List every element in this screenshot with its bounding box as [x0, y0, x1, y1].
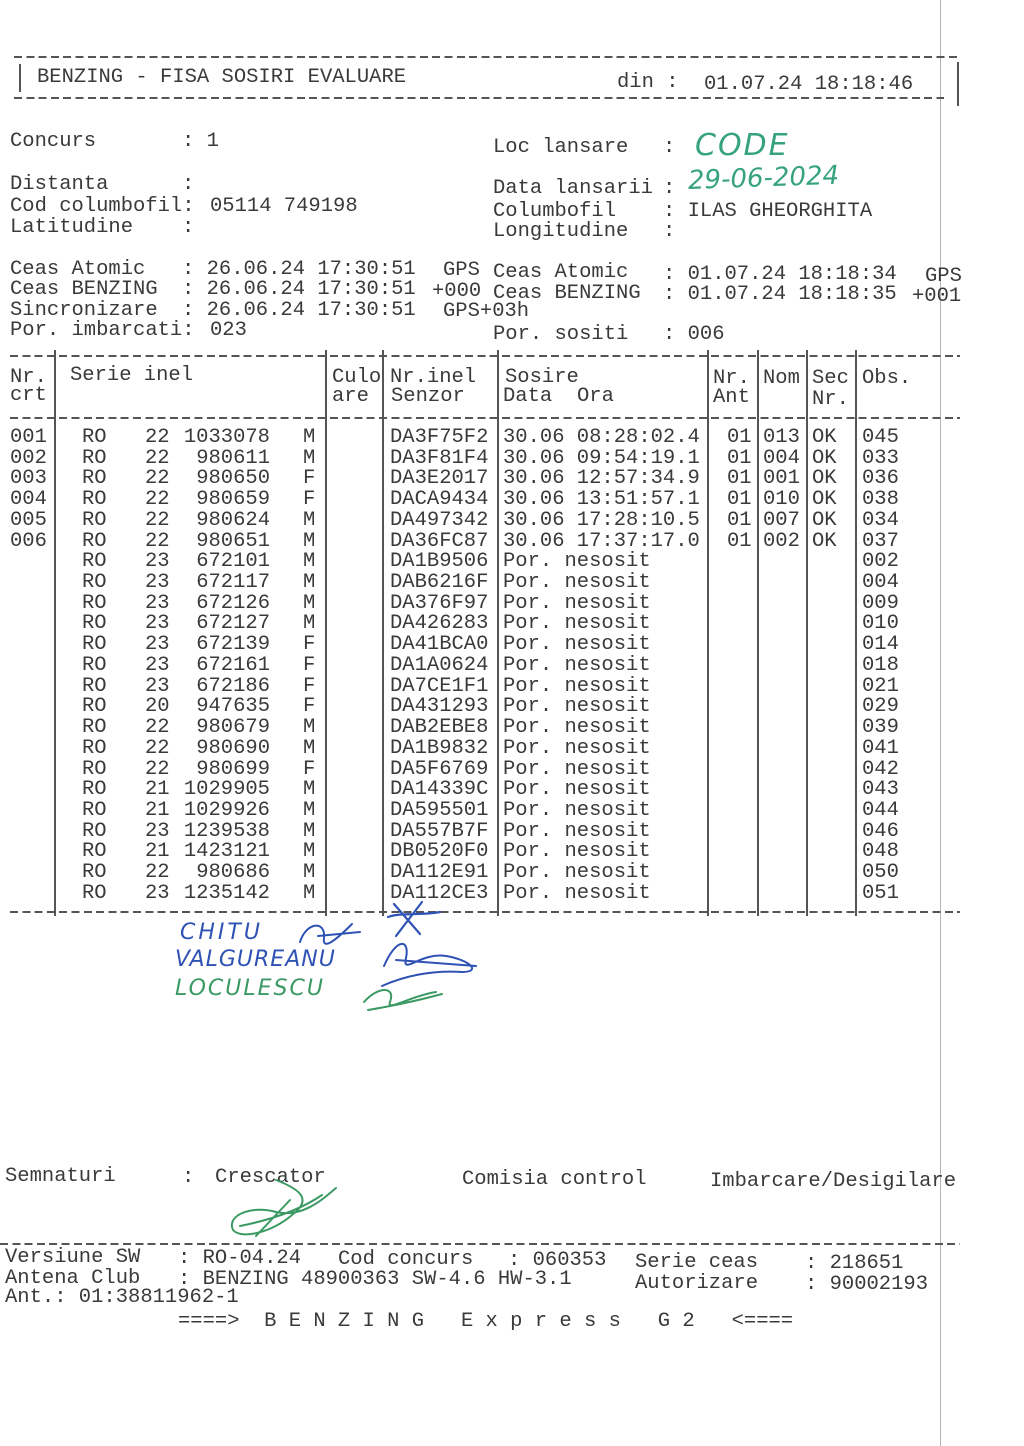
cell-ring-number: 672127: [196, 612, 270, 636]
cell-obs: 051: [862, 881, 899, 905]
cell-year: 22: [145, 861, 170, 885]
header-nr-crt-line2: crt: [10, 384, 47, 407]
versiune-sw-label: Versiune SW: [5, 1246, 141, 1269]
cell-sex: M: [303, 508, 316, 532]
cell-obs: 045: [862, 426, 899, 449]
document-title: BENZING - FISA SOSIRI EVALUARE: [37, 66, 407, 89]
cell-sex: M: [303, 571, 316, 595]
table-row: [0, 736, 1024, 760]
cell-sensor-ring: DACA9434: [390, 488, 489, 512]
header-senzor-line1: Nr.inel: [390, 366, 477, 389]
cell-country: RO: [82, 881, 107, 905]
cell-ring-number: 980650: [196, 467, 270, 491]
cell-obs: 033: [862, 446, 899, 470]
cell-arrival: 30.06 17:37:17.0: [503, 529, 700, 553]
cell-year: 21: [145, 778, 170, 802]
cell-year: 22: [145, 716, 170, 740]
cell-sex: F: [303, 757, 316, 781]
cell-arrival: Por. nesosit: [503, 591, 651, 615]
cell-obs: 043: [862, 778, 899, 802]
imbarcati-label: Por. imbarcati:: [10, 319, 195, 342]
cell-country: RO: [82, 653, 107, 677]
cell-obs: 029: [862, 695, 899, 719]
cell-arrival: Por. nesosit: [503, 633, 651, 657]
cell-ring-number: 672126: [196, 591, 270, 615]
data-lansarii-handwritten: 29-06-2024: [687, 160, 840, 196]
table-row: [0, 529, 1024, 553]
cell-arrival: Por. nesosit: [503, 653, 651, 677]
cell-year: 23: [145, 674, 170, 698]
cell-security: OK: [812, 467, 837, 491]
cell-sensor-ring: DA3F81F4: [390, 446, 489, 470]
cell-year: 22: [145, 426, 170, 449]
cell-sex: M: [303, 819, 316, 843]
cell-year: 22: [145, 446, 170, 470]
loc-lansare-sep: :: [663, 136, 676, 159]
cell-arrival: Por. nesosit: [503, 716, 651, 740]
table-row: [0, 591, 1024, 615]
header-sec-line1: Sec: [812, 367, 849, 390]
cell-ring-number: 1033078: [183, 426, 270, 449]
cell-year: 21: [145, 840, 170, 864]
cell-arrival: Por. nesosit: [503, 674, 651, 698]
table-row: [0, 469, 1024, 489]
cell-obs: 010: [862, 612, 899, 636]
table-row: [0, 780, 1024, 800]
cell-sex: M: [303, 798, 316, 822]
cell-ring-number: 672161: [196, 653, 270, 677]
antena-club-label: Antena Club: [5, 1267, 141, 1290]
cell-country: RO: [82, 467, 107, 491]
cell-country: RO: [82, 446, 107, 470]
cell-sex: F: [303, 674, 316, 698]
cell-ring-number: 672139: [196, 633, 270, 657]
header-nr-ant-line2: Ant: [713, 386, 750, 409]
cell-sensor-ring: DA41BCA0: [390, 633, 489, 657]
longitudine-label: Longitudine: [493, 220, 629, 243]
cell-sensor-ring: DA557B7F: [390, 819, 489, 843]
cell-obs: 044: [862, 798, 899, 822]
latitudine-value: :: [182, 216, 195, 239]
cell-nominated: 002: [763, 529, 800, 553]
antena-id: Ant.: 01:38811962-1: [5, 1286, 239, 1309]
sositi-label: Por. sositi: [493, 323, 629, 346]
semnaturi-label: Semnaturi: [5, 1165, 116, 1188]
imbarcare-label: Imbarcare/Desigilare: [710, 1170, 957, 1193]
cell-arrival: Por. nesosit: [503, 819, 651, 843]
cell-sex: F: [303, 653, 316, 677]
cell-country: RO: [82, 861, 107, 885]
header-data: Data: [503, 385, 553, 408]
table-row: [0, 614, 1024, 634]
table-row: [0, 635, 1024, 655]
cell-sex: M: [303, 591, 316, 615]
cod-columbofil-label: Cod columbofil:: [10, 195, 195, 218]
table-top-border: [10, 355, 960, 357]
cell-sex: F: [303, 695, 316, 719]
cell-antenna: 01: [727, 529, 752, 553]
serie-ceas-label: Serie ceas: [635, 1251, 759, 1274]
versiune-sw-value: : RO-04.24: [178, 1247, 302, 1270]
handwritten-name: LOCULESCU: [175, 976, 325, 1001]
benzing-express-banner: ====> B E N Z I N G E x p r e s s G 2 <====: [178, 1310, 794, 1333]
header-obs: Obs.: [862, 367, 912, 390]
cell-sex: M: [303, 861, 316, 885]
signature-scribble: [364, 990, 442, 1010]
cell-arrival: Por. nesosit: [503, 798, 651, 822]
cell-obs: 034: [862, 508, 899, 532]
longitudine-value: :: [663, 220, 676, 243]
cell-country: RO: [82, 426, 107, 449]
distanta-label: Distanta: [10, 173, 109, 196]
cell-ring-number: 1029926: [183, 798, 270, 822]
cell-nr-crt: 005: [10, 508, 47, 532]
table-row: [0, 798, 1024, 822]
cell-country: RO: [82, 778, 107, 802]
footer-separator: [0, 1243, 960, 1245]
table-bottom-border: [10, 911, 960, 913]
cell-ring-number: 1423121: [183, 840, 270, 864]
cell-country: RO: [82, 571, 107, 595]
cell-sex: M: [303, 881, 316, 905]
cell-antenna: 01: [727, 467, 752, 491]
header-serie-inel: Serie inel: [70, 364, 194, 387]
data-lansarii-label: Data lansarii: [493, 177, 653, 200]
cell-year: 22: [145, 529, 170, 553]
cell-country: RO: [82, 716, 107, 740]
cell-country: RO: [82, 695, 107, 719]
columbofil-label: Columbofil: [493, 200, 617, 223]
signature-scribble: [300, 924, 360, 944]
header-sec-line2: Nr.: [812, 388, 849, 411]
cod-concurs-label: Cod concurs: [338, 1248, 474, 1271]
crescator-label: Crescator: [215, 1166, 326, 1189]
header-culoare-line1: Culo: [332, 366, 382, 389]
cell-country: RO: [82, 591, 107, 615]
concurs-label: Concurs: [10, 130, 97, 153]
table-row: [0, 842, 1024, 862]
cell-ring-number: 1235142: [183, 881, 270, 905]
cell-arrival: Por. nesosit: [503, 778, 651, 802]
cell-security: OK: [812, 508, 837, 532]
cell-antenna: 01: [727, 426, 752, 449]
cell-antenna: 01: [727, 446, 752, 470]
cell-year: 20: [145, 695, 170, 719]
cell-country: RO: [82, 798, 107, 822]
header-culoare-line2: are: [332, 385, 369, 408]
header-senzor-line2: Senzor: [391, 385, 465, 408]
cell-sensor-ring: DA431293: [390, 695, 489, 719]
table-row: [0, 718, 1024, 738]
cell-nr-crt: 002: [10, 446, 47, 470]
header-nom: Nom: [763, 367, 800, 390]
data-lansarii-sep: :: [663, 177, 676, 200]
cell-nominated: 010: [763, 488, 800, 512]
cell-year: 23: [145, 653, 170, 677]
cell-year: 22: [145, 467, 170, 491]
cell-sex: M: [303, 446, 316, 470]
cell-sensor-ring: DA112CE3: [390, 881, 489, 905]
cell-ring-number: 980686: [196, 861, 270, 885]
signature-scribble: [382, 944, 476, 986]
cell-ring-number: 947635: [196, 695, 270, 719]
cell-country: RO: [82, 612, 107, 636]
table-row: [0, 446, 1024, 470]
cell-sensor-ring: DA7CE1F1: [390, 674, 489, 698]
sincronizare-suffix: GPS+03h: [443, 300, 530, 323]
cell-sensor-ring: DA1B9506: [390, 550, 489, 574]
semnaturi-sep: :: [182, 1166, 195, 1189]
sincronizare-label: Sincronizare: [10, 299, 158, 322]
cell-sensor-ring: DAB2EBE8: [390, 716, 489, 740]
table-row: [0, 573, 1024, 593]
header-top-border: [14, 56, 959, 58]
cell-security: OK: [812, 529, 837, 553]
cell-sensor-ring: DA376F97: [390, 591, 489, 615]
cell-ring-number: 980679: [196, 716, 270, 740]
cell-sex: F: [303, 488, 316, 512]
end-benzing-value: : 01.07.24 18:18:35: [663, 283, 897, 306]
cell-obs: 018: [862, 653, 899, 677]
cell-country: RO: [82, 840, 107, 864]
start-benzing-suffix: +000: [432, 280, 482, 303]
start-atomic-value: : 26.06.24 17:30:51: [182, 258, 416, 281]
cell-ring-number: 672117: [196, 571, 270, 595]
cell-antenna: 01: [727, 488, 752, 512]
end-atomic-label: Ceas Atomic: [493, 261, 629, 284]
table-row: [0, 881, 1024, 905]
cell-nr-crt: 001: [10, 426, 47, 449]
cell-obs: 009: [862, 591, 899, 615]
cell-sex: F: [303, 633, 316, 657]
cell-obs: 046: [862, 819, 899, 843]
cell-year: 23: [145, 633, 170, 657]
start-atomic-suffix: GPS: [443, 259, 480, 282]
cod-columbofil-value: 05114 749198: [210, 195, 358, 218]
cell-year: 22: [145, 736, 170, 760]
cell-arrival: Por. nesosit: [503, 840, 651, 864]
autorizare-value: : 90002193: [805, 1273, 929, 1296]
cell-sensor-ring: DA36FC87: [390, 529, 489, 553]
cell-country: RO: [82, 550, 107, 574]
cell-year: 23: [145, 612, 170, 636]
cell-arrival: Por. nesosit: [503, 695, 651, 719]
imbarcati-value: 023: [210, 319, 247, 342]
cell-sensor-ring: DAB6216F: [390, 571, 489, 595]
sositi-value: : 006: [663, 323, 725, 346]
columbofil-value: : ILAS GHEORGHITA: [663, 200, 873, 223]
cell-nr-crt: 004: [10, 488, 47, 512]
cell-obs: 050: [862, 861, 899, 885]
cell-arrival: 30.06 17:28:10.5: [503, 508, 700, 532]
table-row: [0, 552, 1024, 572]
cell-ring-number: 672186: [196, 674, 270, 698]
cell-sensor-ring: DA5F6769: [390, 757, 489, 781]
cell-obs: 036: [862, 467, 899, 491]
cell-year: 23: [145, 881, 170, 905]
cell-ring-number: 1029905: [183, 778, 270, 802]
concurs-value: : 1: [182, 130, 219, 153]
cell-sex: M: [303, 426, 316, 449]
cell-sex: F: [303, 467, 316, 491]
header-nr-ant-line1: Nr.: [713, 367, 750, 390]
cell-year: 21: [145, 798, 170, 822]
loc-lansare-handwritten: CODE: [695, 128, 790, 163]
cell-sex: M: [303, 778, 316, 802]
table-row: [0, 863, 1024, 883]
serie-ceas-value: : 218651: [805, 1252, 904, 1275]
header-sosire: Sosire: [505, 366, 579, 389]
cell-year: 23: [145, 571, 170, 595]
print-date-label: din :: [617, 71, 679, 94]
table-row: [0, 819, 1024, 843]
header-right-bar: [957, 62, 959, 106]
cell-antenna: 01: [727, 508, 752, 532]
cell-obs: 048: [862, 840, 899, 864]
cell-sensor-ring: DA3E2017: [390, 467, 489, 491]
cell-sensor-ring: DA3F75F2: [390, 426, 489, 449]
cell-obs: 021: [862, 674, 899, 698]
cell-year: 22: [145, 757, 170, 781]
table-row: [0, 490, 1024, 510]
header-ora: Ora: [577, 385, 614, 408]
cell-security: OK: [812, 426, 837, 449]
cell-sex: M: [303, 716, 316, 740]
print-date-value: 01.07.24 18:18:46: [704, 73, 914, 96]
cell-country: RO: [82, 674, 107, 698]
cell-sex: M: [303, 612, 316, 636]
cell-arrival: 30.06 08:28:02.4: [503, 426, 700, 449]
cell-sensor-ring: DA1B9832: [390, 736, 489, 760]
end-atomic-suffix: GPS: [925, 265, 962, 288]
cell-country: RO: [82, 508, 107, 532]
cell-country: RO: [82, 488, 107, 512]
cell-sensor-ring: DA497342: [390, 508, 489, 532]
cell-sex: M: [303, 840, 316, 864]
cell-nominated: 007: [763, 508, 800, 532]
table-row: [0, 697, 1024, 717]
cell-arrival: 30.06 09:54:19.1: [503, 446, 700, 470]
cell-sex: M: [303, 550, 316, 574]
header-nr-crt-line1: Nr.: [10, 366, 47, 389]
table-row: [0, 757, 1024, 781]
cell-arrival: 30.06 12:57:34.9: [503, 467, 700, 491]
cell-country: RO: [82, 736, 107, 760]
start-benzing-label: Ceas BENZING: [10, 278, 158, 301]
loc-lansare-label: Loc lansare: [493, 136, 629, 159]
cell-ring-number: 980651: [196, 529, 270, 553]
cell-sensor-ring: DA14339C: [390, 778, 489, 802]
cell-ring-number: 672101: [196, 550, 270, 574]
end-atomic-value: : 01.07.24 18:18:34: [663, 263, 897, 286]
cell-ring-number: 1239538: [183, 819, 270, 843]
cell-obs: 042: [862, 757, 899, 781]
end-benzing-suffix: +001: [912, 285, 962, 308]
cod-concurs-value: : 060353: [508, 1249, 607, 1272]
cell-security: OK: [812, 446, 837, 470]
cell-ring-number: 980659: [196, 488, 270, 512]
cell-ring-number: 980699: [196, 757, 270, 781]
header-left-bar: [19, 64, 21, 92]
sincronizare-value: : 26.06.24 17:30:51: [182, 299, 416, 322]
cell-obs: 004: [862, 571, 899, 595]
cell-year: 22: [145, 488, 170, 512]
cell-arrival: 30.06 13:51:57.1: [503, 488, 700, 512]
comisia-control-label: Comisia control: [462, 1168, 647, 1191]
cell-sensor-ring: DA595501: [390, 798, 489, 822]
cell-sensor-ring: DB0520F0: [390, 840, 489, 864]
cell-sensor-ring: DA112E91: [390, 861, 489, 885]
cell-nominated: 001: [763, 467, 800, 491]
distanta-value: :: [182, 173, 195, 196]
cell-sex: M: [303, 529, 316, 553]
cell-year: 23: [145, 591, 170, 615]
cell-obs: 037: [862, 529, 899, 553]
end-benzing-label: Ceas BENZING: [493, 282, 641, 305]
handwritten-name: VALGUREANU: [175, 947, 336, 972]
autorizare-label: Autorizare: [635, 1272, 759, 1295]
cell-ring-number: 980690: [196, 736, 270, 760]
header-bottom-border: [14, 97, 944, 99]
handwritten-name: CHITU: [180, 920, 263, 945]
cell-arrival: Por. nesosit: [503, 550, 651, 574]
table-row: [0, 508, 1024, 532]
cell-country: RO: [82, 633, 107, 657]
latitudine-label: Latitudine: [10, 216, 134, 239]
cell-country: RO: [82, 757, 107, 781]
cell-ring-number: 980611: [196, 446, 270, 470]
cell-obs: 002: [862, 550, 899, 574]
cell-security: OK: [812, 488, 837, 512]
start-atomic-label: Ceas Atomic: [10, 258, 146, 281]
cell-arrival: Por. nesosit: [503, 571, 651, 595]
cell-obs: 014: [862, 633, 899, 657]
cell-nominated: 004: [763, 446, 800, 470]
cell-country: RO: [82, 529, 107, 553]
table-row: [0, 674, 1024, 698]
cell-arrival: Por. nesosit: [503, 736, 651, 760]
cell-year: 23: [145, 550, 170, 574]
cell-sex: M: [303, 736, 316, 760]
cell-obs: 041: [862, 736, 899, 760]
cell-year: 22: [145, 508, 170, 532]
table-row: [0, 653, 1024, 677]
table-header-separator: [10, 417, 960, 419]
cell-arrival: Por. nesosit: [503, 612, 651, 636]
cell-obs: 038: [862, 488, 899, 512]
cell-ring-number: 980624: [196, 508, 270, 532]
cell-nr-crt: 006: [10, 529, 47, 553]
cell-country: RO: [82, 819, 107, 843]
cell-arrival: Por. nesosit: [503, 861, 651, 885]
cell-sensor-ring: DA1A0624: [390, 653, 489, 677]
cell-year: 23: [145, 819, 170, 843]
cell-arrival: Por. nesosit: [503, 881, 651, 905]
start-benzing-value: : 26.06.24 17:30:51: [182, 278, 416, 301]
cell-nominated: 013: [763, 426, 800, 449]
antena-club-value: : BENZING 48900363 SW-4.6 HW-3.1: [178, 1268, 572, 1291]
cell-arrival: Por. nesosit: [503, 757, 651, 781]
cross-out-scribble: [388, 902, 440, 936]
cell-sensor-ring: DA426283: [390, 612, 489, 636]
cell-obs: 039: [862, 716, 899, 740]
cell-nr-crt: 003: [10, 467, 47, 491]
table-row: [0, 428, 1024, 448]
